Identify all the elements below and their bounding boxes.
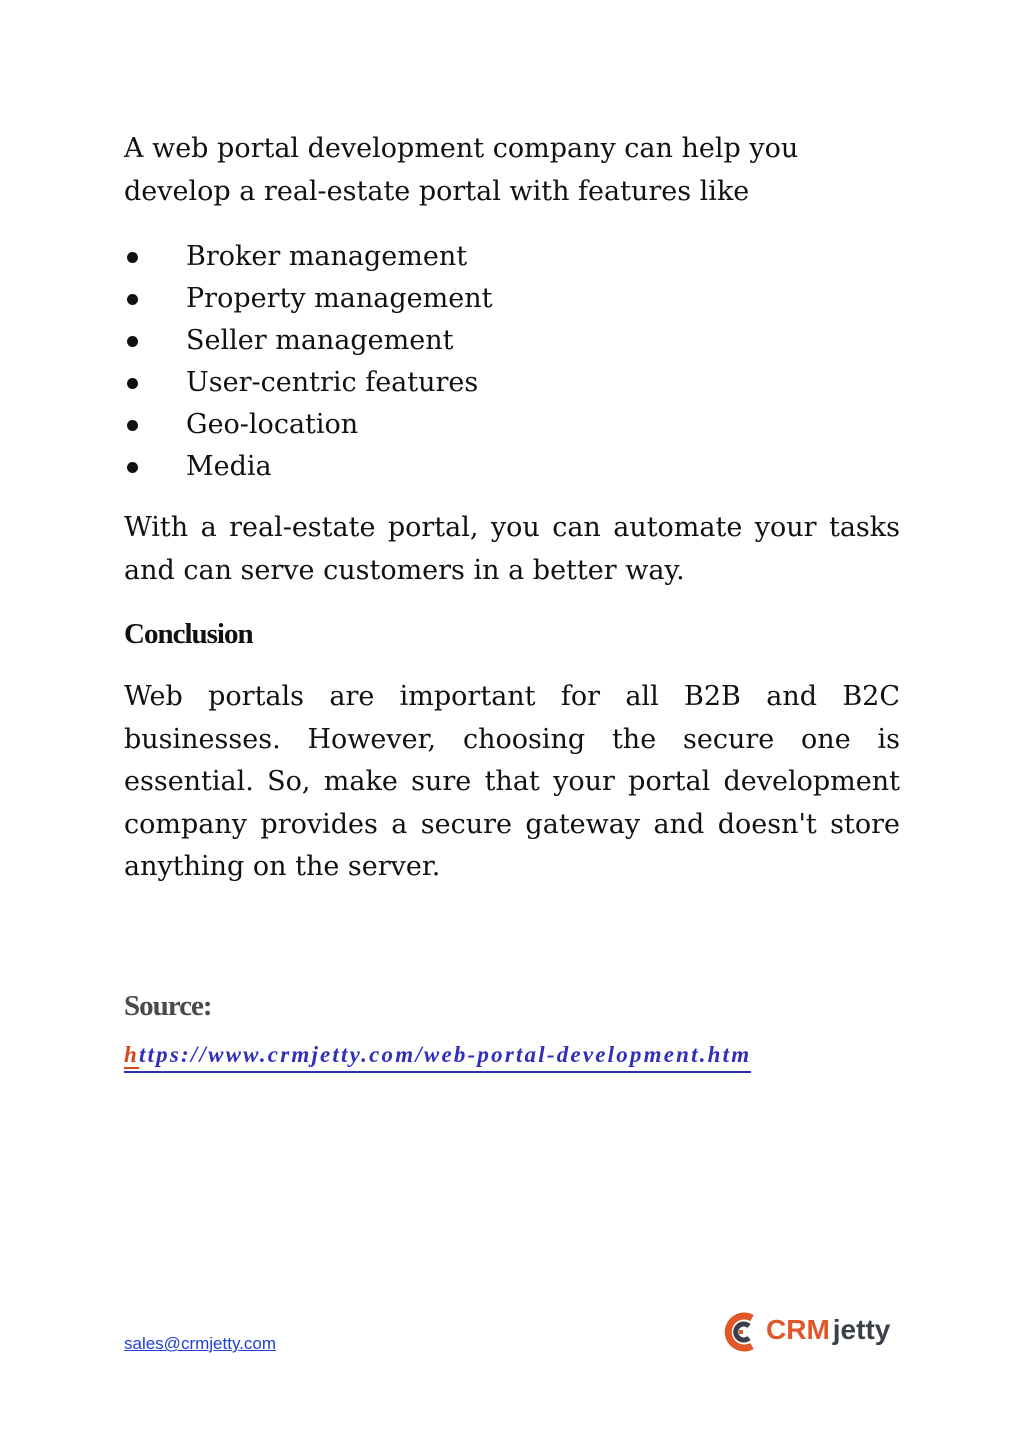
list-item-label: Seller management (186, 325, 454, 356)
list-item (124, 236, 900, 278)
list-item-label: Geo-location (186, 409, 359, 440)
email-link[interactable]: sales@crmjetty.com (124, 1334, 277, 1353)
automation-paragraph: With a real-estate portal, you can automate your tasks and can serve customers in a better way. (124, 512, 900, 586)
bullet-icon (127, 420, 138, 431)
list-item-label: User-centric features (186, 367, 479, 398)
crmjetty-logo-icon (722, 1308, 762, 1356)
bullet-icon (127, 294, 138, 305)
logo-jetty-text: jetty (832, 1314, 891, 1345)
source-link-first-char[interactable]: h (124, 1042, 139, 1067)
source-link[interactable] (124, 1040, 751, 1073)
crmjetty-logo (722, 1308, 902, 1356)
list-item-label: Media (186, 451, 272, 482)
source-link-text[interactable]: ttps://www.crmjetty.com/web-portal-development.htm (139, 1042, 752, 1067)
logo-crm-text: CRM (766, 1314, 830, 1345)
conclusion-paragraph: Web portals are important for all B2B and B2C businesses. However, choosing the secure one is essential. So, make sure that your portal development company provides a secure gateway and doesn't store anything on the server. (124, 681, 900, 882)
bullet-icon (127, 378, 138, 389)
list-item (124, 404, 900, 446)
list-item-label: Property management (186, 283, 493, 314)
crmjetty-logo-text (766, 1314, 890, 1346)
list-item (124, 362, 900, 404)
list-item (124, 278, 900, 320)
intro-paragraph: A web portal development company can help you develop a real-estate portal with features like (124, 133, 799, 207)
list-item (124, 320, 900, 362)
bullet-icon (127, 336, 138, 347)
list-item-label: Broker management (186, 241, 468, 272)
list-item (124, 446, 900, 488)
feature-list (124, 236, 900, 488)
conclusion-heading: Conclusion (124, 618, 253, 650)
bullet-icon (127, 462, 138, 473)
source-heading: Source: (124, 990, 212, 1022)
bullet-icon (127, 252, 138, 263)
